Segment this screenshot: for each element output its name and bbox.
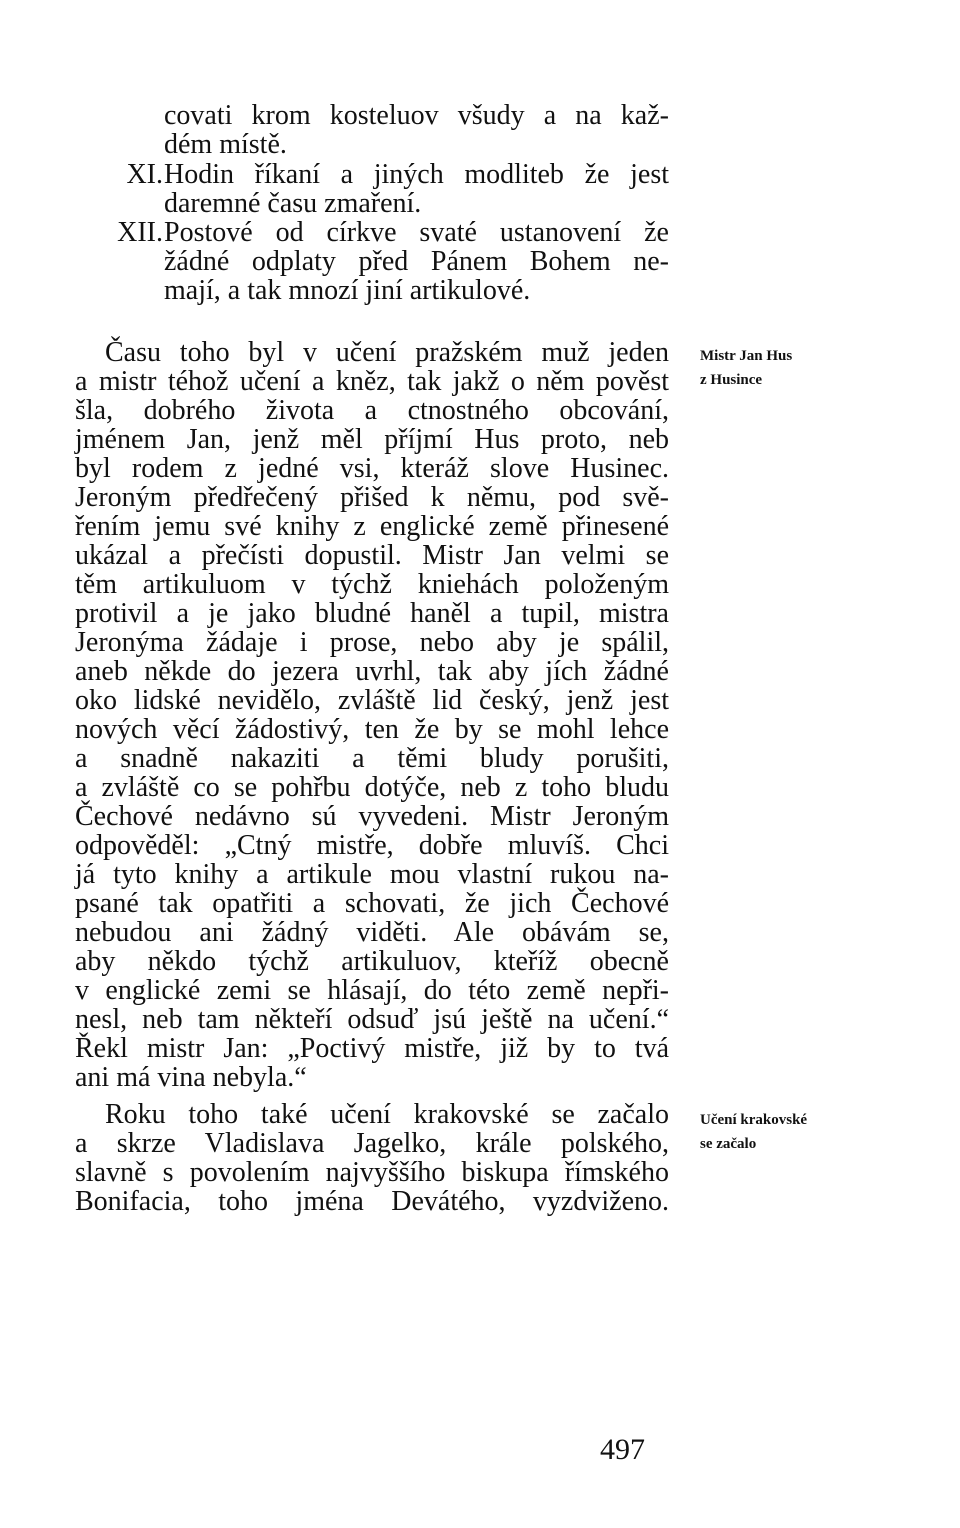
- text-line: aneb někde do jezera uvrhl, tak aby jích žádné: [75, 656, 669, 687]
- list-item-line: Postové od církve svaté ustanovení že: [164, 217, 669, 248]
- marginal-note-line: se začalo: [700, 1136, 757, 1152]
- text-line: šla, dobrého života a ctnostného obcování,: [75, 395, 669, 426]
- marginal-note-line: Mistr Jan Hus: [700, 348, 793, 364]
- text-line: jménem Jan, jenž měl příjmí Hus proto, neb: [75, 424, 669, 455]
- text-line: ani má vina nebyla.“: [75, 1062, 307, 1093]
- page-number: 497: [600, 1433, 645, 1466]
- text-line: Času toho byl v učení pražském muž jeden: [105, 337, 669, 368]
- text-line: nesl, neb tam někteří odsuď jsú ještě na učení.“: [75, 1004, 669, 1035]
- text-line: Čechové nedávno sú vyvedeni. Mistr Jeroným: [75, 801, 669, 832]
- text-line: a zvláště co se pohřbu dotýče, neb z toho bludu: [75, 772, 669, 803]
- text-line: byl rodem z jedné vsi, kteráž slove Husinec.: [75, 453, 669, 484]
- text-line: nových věcí žádostivý, ten že by se mohl lehce: [75, 714, 669, 745]
- text-line: a skrze Vladislava Jagelko, krále polského,: [75, 1128, 669, 1159]
- text-line: Řekl mistr Jan: „Poctivý mistře, již by to tvá: [75, 1033, 669, 1064]
- list-item-line: žádné odplaty před Pánem Bohem ne-: [164, 246, 669, 277]
- text-line: v englické zemi se hlásají, do této země nepři-: [75, 975, 669, 1006]
- marginal-note-line: Učení krakovské: [700, 1112, 808, 1128]
- marginal-note-line: z Husince: [700, 372, 763, 388]
- text-line: řením jemu své knihy z englické země přinesené: [75, 511, 669, 542]
- text-line: a mistr téhož učení a kněz, tak jakž o něm pověst: [75, 366, 669, 397]
- list-intro-line-1: covati krom kosteluov všudy a na kaž-: [164, 100, 669, 131]
- text-line: já tyto knihy a artikule mou vlastní rukou na-: [75, 859, 669, 890]
- text-line: protivil a je jako bludné haněl a tupil, mistra: [75, 598, 669, 629]
- text-line: těm artikuluom v týchž kniehách položeným: [75, 569, 669, 600]
- text-line: oko lidské nevidělo, zvláště lid český, jenž jest: [75, 685, 669, 716]
- text-line: odpověděl: „Ctný mistře, dobře mluvíš. Chci: [75, 830, 669, 861]
- marginal-note-krakow: [700, 1108, 880, 1156]
- text-line: Bonifacia, toho jména Devátého, vyzdviženo.: [75, 1186, 669, 1217]
- list-item-line: Hodin říkaní a jiných modliteb že jest: [164, 159, 669, 190]
- text-line: aby někdo týchž artikuluov, kteříž obecně: [75, 946, 669, 977]
- list-item-line: mají, a tak mnozí jiní artikulové.: [164, 275, 531, 306]
- text-line: nebudou ani žádný viděti. Ale obávám se,: [75, 917, 669, 948]
- list-item-number: XI.: [126, 159, 163, 190]
- list-item-number: XII.: [117, 217, 163, 248]
- text-line: ukázal a přečísti dopustil. Mistr Jan velmi se: [75, 540, 669, 571]
- text-line: a snadně nakaziti a těmi bludy porušiti,: [75, 743, 669, 774]
- text-line: psané tak opatřiti a schovati, že jich Čechové: [75, 888, 669, 919]
- text-line: Jeroným předřečený přišed k němu, pod svě-: [75, 482, 669, 513]
- list-item-line: daremné času zmaření.: [164, 188, 422, 219]
- text-line: Jeronýma žádaje i prose, nebo aby je spálil,: [75, 627, 669, 658]
- marginal-note-hus: [700, 344, 880, 392]
- list-intro-line-2: dém místě.: [164, 129, 287, 160]
- text-line: Roku toho také učení krakovské se začalo: [105, 1099, 669, 1130]
- text-line: slavně s povolením najvyššího biskupa římského: [75, 1157, 669, 1188]
